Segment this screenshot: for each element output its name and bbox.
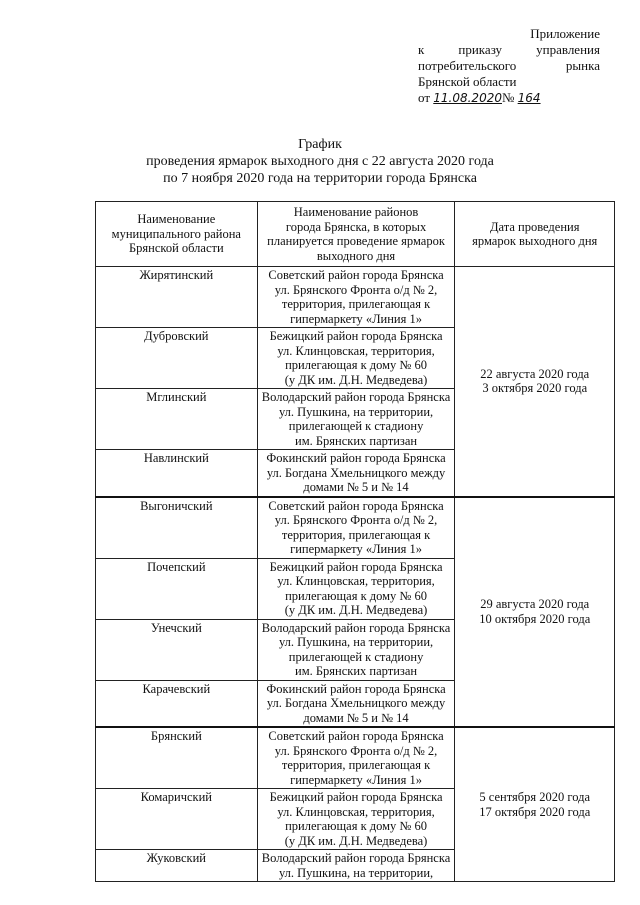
cell-line: 10 октября 2020 года [479,611,591,626]
cell-line: Володарский район города Брянска [261,390,451,404]
cell-line: Бежицкий район города Брянска [269,329,443,343]
cell-line: гипермаркету «Линия 1» [290,772,422,787]
document-title [0,136,640,187]
cell-line: прилегающая к дому № 60 [285,588,427,603]
appendix-word: управления [536,42,600,57]
cell-line: Советский район города Брянска [268,729,444,743]
cell-line: прилегающая к дому № 60 [285,819,427,833]
cell-line: 17 октября 2020 года [479,804,591,819]
district-cell: Унечский [96,619,258,680]
location-cell [257,558,455,619]
cell-line: ул. Клинцовская, территория, [277,804,435,819]
location-cell [257,727,455,789]
cell-line: ул. Пушкина, на территории, [278,865,434,880]
appendix-word: к [418,42,425,57]
cell-line: планируется проведение ярмарок [267,234,445,248]
cell-line: Советский район города Брянска [268,268,444,282]
appendix-word: рынка [565,58,600,73]
cell-line: Бежицкий район города Брянска [269,559,443,574]
cell-line: Володарский район города Брянска [261,620,451,635]
order-date: 11.08.2020 [433,91,502,105]
cell-line: 22 августа 2020 года [480,366,590,381]
cell-line: прилегающей к стадиону [288,419,424,433]
cell-line: Советский район города Брянска [268,498,444,513]
district-cell: Выгоничский [96,497,258,559]
district-cell: Брянский [96,727,258,789]
order-number: 164 [517,91,541,105]
header-district [96,202,258,267]
appendix-word: потребительского [418,58,517,73]
cell-line: гипермаркету «Линия 1» [290,542,422,556]
title-line-3: по 7 ноября 2020 года на территории города Брянска [163,171,477,186]
location-cell [257,789,455,850]
table-body [96,267,615,882]
cell-line: муниципального района [111,226,241,241]
date-cell [455,727,615,882]
district-cell: Комаричский [96,789,258,850]
cell-line: домами № 5 и № 14 [303,480,409,494]
appendix-title: Приложение [530,26,600,41]
cell-line: ул. Брянского Фронта о/д № 2, [274,513,438,527]
cell-line: (у ДК им. Д.Н. Медведева) [284,372,428,387]
cell-line: территория, прилегающая к [281,527,431,542]
cell-line: домами № 5 и № 14 [303,710,409,725]
cell-line: ул. Брянского Фронта о/д № 2, [274,743,438,758]
cell-line: им. Брянских партизан [295,433,418,448]
cell-line: Фокинский район города Брянска [266,451,446,465]
cell-line: прилегающей к стадиону [288,649,424,664]
district-cell: Навлинский [96,450,258,497]
district-cell: Почепский [96,558,258,619]
district-cell: Мглинский [96,389,258,450]
appendix-line-4 [418,90,600,106]
cell-line: (у ДК им. Д.Н. Медведева) [284,603,428,617]
cell-line: Наименование районов [293,205,419,219]
table-row [96,727,615,789]
table-row [96,497,615,559]
appendix-line-1 [418,42,600,58]
cell-line: 3 октября 2020 года [482,381,588,396]
location-cell [257,497,455,559]
appendix-line-3: Брянской области [418,74,517,89]
district-cell: Дубровский [96,328,258,389]
cell-line: выходного дня [316,248,396,263]
cell-line: ул. Клинцовская, территория, [277,574,435,588]
title-line-2: проведения ярмарок выходного дня с 22 августа 2020 года [146,154,494,169]
cell-line: города Брянска, в которых [285,219,427,234]
cell-line: Бежицкий район города Брянска [269,790,443,804]
district-cell: Жуковский [96,850,258,882]
schedule-table [95,201,615,882]
cell-line: Дата проведения [489,219,580,234]
cell-line: им. Брянских партизан [295,664,418,678]
location-cell [257,450,455,497]
table-row [96,267,615,328]
cell-line: ул. Пушкина, на территории, [278,635,434,649]
cell-line: территория, прилегающая к [281,758,431,772]
location-cell [257,389,455,450]
cell-line: Фокинский район города Брянска [266,681,446,696]
cell-line: ул. Богдана Хмельницкого между [266,465,446,480]
table-header-row [96,202,615,267]
number-prefix: № [501,90,515,105]
cell-line: 29 августа 2020 года [480,597,590,612]
cell-line: ул. Богдана Хмельницкого между [266,696,446,710]
appendix-line-2 [418,58,600,74]
cell-line: 5 сентября 2020 года [479,790,591,804]
district-cell: Карачевский [96,680,258,727]
cell-line: ул. Клинцовская, территория, [277,343,435,358]
cell-line: (у ДК им. Д.Н. Медведева) [284,833,428,848]
header-date [455,202,615,267]
title-line-1: График [298,137,342,152]
cell-line: ул. Пушкина, на территории, [278,404,434,419]
cell-line: Брянской области [128,241,224,256]
cell-line: ул. Брянского Фронта о/д № 2, [274,282,438,297]
appendix-block [418,26,600,106]
cell-line: ярмарок выходного дня [472,234,598,248]
date-cell [455,497,615,728]
cell-line: территория, прилегающая к [281,297,431,311]
cell-line: Володарский район города Брянска [261,851,451,865]
cell-line: гипермаркету «Линия 1» [290,311,422,326]
date-prefix: от [418,90,431,105]
location-cell [257,680,455,727]
cell-line: Наименование [137,212,216,227]
header-location [257,202,455,267]
cell-line: прилегающая к дому № 60 [285,358,427,372]
location-cell [257,328,455,389]
date-cell [455,267,615,497]
district-cell: Жирятинский [96,267,258,328]
appendix-word: приказу [458,42,503,57]
location-cell [257,267,455,328]
location-cell [257,850,455,882]
location-cell [257,619,455,680]
